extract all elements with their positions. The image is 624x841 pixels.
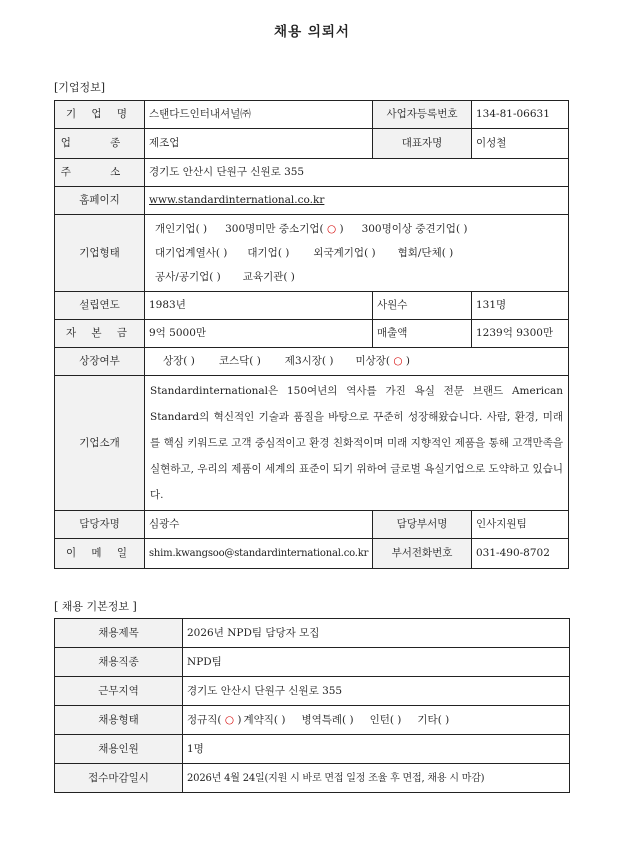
doc-title: 채용 의뢰서 [274, 24, 350, 40]
employment-type-label: 채용형태 [55, 706, 183, 735]
founded-label: 설립연도 [55, 292, 145, 320]
email-label: 이 메 일 [55, 539, 145, 569]
homepage-label: 홈페이지 [55, 187, 145, 215]
employees: 131명 [472, 292, 569, 320]
employment-option-selected: 정규직( ○ ) [187, 713, 242, 726]
employees-label: 사원수 [373, 292, 472, 320]
revenue-label: 매출액 [373, 320, 472, 348]
capital: 9억 5000만 [145, 320, 373, 348]
headcount: 1명 [183, 735, 570, 764]
type-option: 대기업( ) [247, 247, 290, 259]
recruit-info-table [54, 618, 570, 793]
phone-label: 부서전화번호 [373, 539, 472, 569]
employment-option: 인턴( ) [369, 713, 402, 726]
revenue: 1239억 9300만 [472, 320, 569, 348]
bizno: 134-81-06631 [472, 101, 569, 129]
company-type-label: 기업형태 [55, 215, 145, 292]
phone: 031-490-8702 [472, 539, 569, 569]
company-type-options [145, 215, 569, 292]
circle-mark-icon: ○ [326, 223, 337, 235]
company-section-title: [기업정보] [54, 81, 106, 94]
listing-label: 상장여부 [55, 348, 145, 376]
recruit-section-title: [ 채용 기본정보 ] [54, 600, 137, 613]
ceo: 이성철 [472, 129, 569, 159]
contact: 심광수 [145, 511, 373, 539]
headcount-label: 채용인원 [55, 735, 183, 764]
listing-option: 코스닥( ) [218, 355, 261, 367]
job-label: 채용직종 [55, 648, 183, 677]
type-option: 협회/단체( ) [397, 247, 454, 259]
type-option: 개인기업( ) [155, 223, 208, 235]
email: shim.kwangsoo@standardinternational.co.kr [145, 539, 373, 569]
type-line [155, 217, 564, 241]
founded: 1983년 [145, 292, 373, 320]
type-option-selected: 300명미만 중소기업( ○ ) [225, 223, 344, 235]
employment-option: 병역특례( ) [301, 713, 354, 726]
listing-option-selected: 미상장( ○ ) [355, 355, 410, 367]
job: NPD팀 [183, 648, 570, 677]
type-line [155, 265, 564, 289]
type-option: 공사/공기업( ) [155, 271, 221, 283]
homepage-link[interactable]: www.standardinternational.co.kr [149, 194, 325, 206]
address-label: 주 소 [55, 159, 145, 187]
bizno-label: 사업자등록번호 [373, 101, 472, 129]
address: 경기도 안산시 단원구 신원로 355 [145, 159, 569, 187]
listing-option: 제3시장( ) [284, 355, 334, 367]
circle-mark-icon: ○ [224, 713, 235, 726]
type-line [155, 241, 564, 265]
contact-label: 담당자명 [55, 511, 145, 539]
type-option: 교육기관( ) [242, 271, 295, 283]
capital-label: 자 본 금 [55, 320, 145, 348]
deadline-label: 접수마감일시 [55, 764, 183, 793]
employment-option: 계약직( ) [243, 713, 286, 726]
location: 경기도 안산시 단원구 신원로 355 [183, 677, 570, 706]
listing-option: 상장( ) [163, 355, 195, 367]
industry: 제조업 [145, 129, 373, 159]
company-name-label: 기 업 명 [55, 101, 145, 129]
recruit-title-label: 채용제목 [55, 619, 183, 648]
deadline: 2026년 4월 24일(지원 시 바로 면접 일정 조율 후 면접, 채용 시 마감) [183, 764, 570, 793]
recruit-title: 2026년 NPD팀 담당자 모집 [183, 619, 570, 648]
circle-mark-icon: ○ [393, 355, 403, 367]
listing-options [145, 348, 569, 376]
company-info-table [54, 100, 569, 569]
company-name: 스탠다드인터내셔널㈜ [145, 101, 373, 129]
employment-type-options [183, 706, 570, 735]
type-option: 300명이상 중견기업( ) [361, 223, 468, 235]
type-option: 외국계기업( ) [313, 247, 376, 259]
company-intro: Standardinternational은 150여년의 역사를 가진 욕실 전문 브랜드 American Standard의 혁신적인 기술과 품질을 바탕으로 꾸준히 성장해왔습니다. 사람, 환경, 미래를 핵심 키워드로 고객 중심적이고 환경 친화적이며 미래 지향적인 제품을 통해 고객만족을 실현하고, 우리의 제품이 세계의 표준이 되기 위하여 글로벌 욕실기업으로 도약하고 있습니다. [145, 376, 569, 511]
type-option: 대기업계열사( ) [155, 247, 228, 259]
dept-label: 담당부서명 [373, 511, 472, 539]
location-label: 근무지역 [55, 677, 183, 706]
employment-option: 기타( ) [417, 713, 450, 726]
dept: 인사지원팀 [472, 511, 569, 539]
industry-label: 업 종 [55, 129, 145, 159]
ceo-label: 대표자명 [373, 129, 472, 159]
intro-label: 기업소개 [55, 376, 145, 511]
